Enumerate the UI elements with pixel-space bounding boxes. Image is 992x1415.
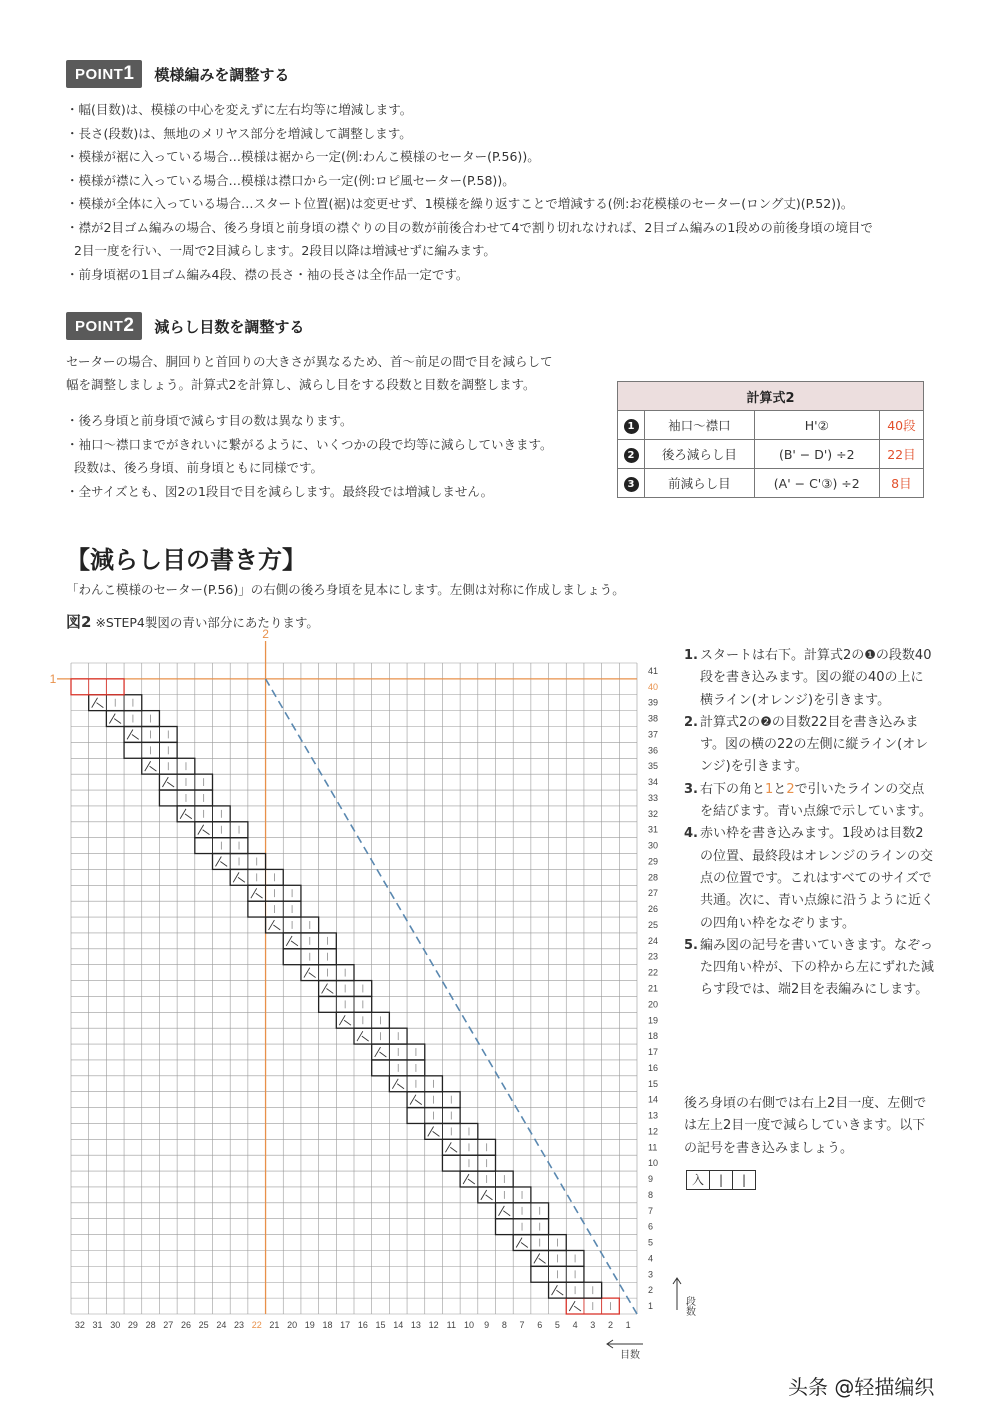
- col-label: 17: [340, 1320, 351, 1330]
- row-label: 41: [648, 665, 659, 676]
- formula-expr: (B' − D') ÷2: [754, 440, 879, 469]
- formula-label: 袖口〜襟口: [645, 411, 755, 440]
- col-label: 24: [216, 1320, 227, 1330]
- k2tog-mark: [180, 809, 192, 819]
- k2tog-mark: [392, 1079, 404, 1089]
- row-label: 19: [648, 1015, 659, 1026]
- row-label: 30: [648, 840, 659, 851]
- symbol-note: 後ろ身頃の右側では右上2目一度、左側では左上2目一度で減らしていきます。以下の記号を書き込みましょう。: [684, 1096, 927, 1156]
- row-label: 22: [648, 967, 659, 978]
- formula-expr: (A' − C'③) ÷2: [754, 469, 879, 498]
- row-label: 13: [648, 1110, 659, 1121]
- watermark: 头条 @轻描编织: [788, 1375, 935, 1399]
- point1-bullet: 2目一度を行い、一周で2目減らします。2段目以降は増減せずに編みます。: [74, 243, 496, 258]
- k2tog-mark: [357, 1031, 369, 1041]
- k2tog-mark: [569, 1301, 581, 1311]
- k2tog-mark: [375, 1047, 387, 1057]
- k2tog-mark: [269, 920, 281, 930]
- row-label: 11: [648, 1142, 658, 1153]
- col-label: 18: [322, 1320, 333, 1330]
- row-label: 32: [648, 808, 659, 819]
- formula-table-title: 計算式2: [618, 382, 924, 411]
- knit-symbol: |: [710, 1171, 733, 1189]
- row-label: 4: [648, 1253, 654, 1264]
- k2tog-mark: [481, 1190, 493, 1200]
- col-axis-label: 目数: [620, 1350, 640, 1361]
- k2tog-mark: [198, 825, 210, 835]
- k2tog-mark: [322, 984, 334, 994]
- k2tog-mark: [145, 761, 157, 771]
- row-label: 2: [648, 1285, 654, 1296]
- col-label: 8: [501, 1320, 507, 1330]
- row-label: 8: [648, 1189, 654, 1200]
- row-label: 5: [648, 1237, 654, 1248]
- section-title: 【減らし目の書き方】: [66, 546, 306, 574]
- row-label: 24: [648, 935, 659, 946]
- col-label: 28: [145, 1320, 156, 1330]
- col-label: 23: [234, 1320, 245, 1330]
- k2tog-mark: [516, 1238, 528, 1248]
- row-label: 3: [648, 1269, 654, 1280]
- row-label: 10: [648, 1158, 659, 1169]
- formula-expr: H'②: [754, 411, 879, 440]
- col-label: 14: [393, 1320, 404, 1330]
- point1-bullet: ・前身頃裾の1目ゴム編み4段、襟の長さ・袖の長さは全作品一定です。: [66, 266, 469, 282]
- row-label: 33: [648, 792, 659, 803]
- step-item: 3. 右下の角と1と2で引いたラインの交点を結びます。青い点線で示しています。: [684, 781, 932, 820]
- red-frame-box: [71, 679, 124, 695]
- col-label: 30: [110, 1320, 121, 1330]
- row-axis-label: 段数: [683, 1296, 695, 1316]
- col-label: 25: [198, 1320, 209, 1330]
- k2tog-mark: [339, 1015, 351, 1025]
- point2-badge: POINT2: [66, 312, 142, 340]
- row-label: 26: [648, 904, 659, 915]
- point2-bullet: ・全サイズとも、図2の1段目で目を減らします。最終段では増減しません。: [66, 483, 494, 499]
- row-label: 40: [648, 681, 659, 692]
- col-label: 11: [446, 1320, 456, 1330]
- step-item: 2. 計算式2の❷の目数22目を書き込みます。図の横の22の左側に縦ライン(オレンジ)を引きます。: [684, 714, 929, 775]
- col-label: 10: [463, 1320, 474, 1330]
- row-label: 21: [648, 983, 659, 994]
- k2tog-mark: [92, 698, 104, 708]
- formula-label: 前減らし目: [645, 469, 755, 498]
- col-label: 32: [74, 1320, 85, 1330]
- formula-result: 22目: [879, 440, 923, 469]
- point2-bullet: 段数は、後ろ身頃、前身頃ともに同様です。: [74, 460, 324, 475]
- section-subtitle: 「わんこ模様のセーター(P.56)」の右側の後ろ身頃を見本にします。左側は対称に作成しましょう。: [66, 582, 625, 597]
- k2tog-mark: [286, 936, 298, 946]
- row-label: 27: [648, 888, 659, 899]
- row-label: 18: [648, 1031, 659, 1042]
- row-label: 29: [648, 856, 659, 867]
- col-label: 3: [590, 1320, 596, 1330]
- col-label: 31: [92, 1320, 103, 1330]
- k2tog-mark: [428, 1126, 440, 1136]
- row-label: 9: [648, 1174, 654, 1185]
- row-label: 6: [648, 1221, 654, 1232]
- point1-bullet: ・模様が全体に入っている場合…スタート位置(裾)は変更せず、1模様を繰り返すことで増減する(例:お花模様のセーター(ロング丈)(P.52))。: [66, 196, 854, 211]
- row-label: 7: [648, 1205, 654, 1216]
- k2tog-mark: [304, 968, 316, 978]
- col-label: 4: [572, 1320, 578, 1330]
- row-label: 37: [648, 729, 659, 740]
- knit-symbol-legend: [686, 1170, 756, 1190]
- marker-row-label: 1: [49, 671, 57, 686]
- knit-symbol: |: [741, 1173, 747, 1187]
- k2tog-mark: [552, 1285, 564, 1295]
- col-label: 20: [287, 1320, 298, 1330]
- col-label: 26: [180, 1320, 191, 1330]
- col-label: 21: [269, 1320, 280, 1330]
- row-label: 36: [648, 745, 659, 756]
- row-label: 35: [648, 761, 659, 772]
- k2tog-symbol: 入: [687, 1171, 710, 1189]
- row-label: 1: [648, 1301, 654, 1312]
- k2tog-mark: [109, 714, 121, 724]
- col-label: 7: [519, 1320, 525, 1330]
- marker-col-label: 2: [262, 627, 269, 641]
- row-label: 34: [648, 777, 659, 788]
- row-label: 17: [648, 1047, 659, 1058]
- point2-intro-1: セーターの場合、胴回りと首回りの大きさが異なるため、首〜前足の間で目を減らして: [66, 354, 553, 369]
- circle-number-icon: 3: [624, 477, 639, 492]
- step-item: 4. 赤い枠を書き込みます。1段めは目数2の位置、最終段はオレンジのラインの交点の位置です。これはすべてのサイズで共通。次に、青い点線に沿うように近くの四角い枠をなぞります。: [684, 826, 935, 931]
- col-label: 27: [163, 1320, 174, 1330]
- col-label: 16: [357, 1320, 368, 1330]
- col-label: 2: [607, 1320, 613, 1330]
- row-label: 16: [648, 1062, 659, 1073]
- up-arrow-icon: [673, 1278, 681, 1310]
- col-label: 22: [251, 1320, 262, 1330]
- k2tog-mark: [534, 1253, 546, 1263]
- k2tog-mark: [162, 777, 174, 787]
- point1-bullet: ・模様が裾に入っている場合…模様は裾から一定(例:わんこ模様のセーター(P.56))。: [66, 149, 540, 164]
- circle-number-icon: 1: [624, 419, 639, 434]
- point2-title: 減らし目数を調整する: [154, 317, 305, 336]
- col-label: 5: [554, 1320, 560, 1330]
- figure-note: ※STEP4製図の青い部分にあたります。: [95, 615, 319, 630]
- col-label: 6: [537, 1320, 543, 1330]
- point2-bullet: ・袖口〜襟口までがきれいに繋がるように、いくつかの段で均等に減らしていきます。: [66, 436, 553, 452]
- point2-bullet: ・後ろ身頃と前身頃で減らす目の数は異なります。: [66, 413, 353, 428]
- row-label: 31: [648, 824, 659, 835]
- col-label: 29: [127, 1320, 138, 1330]
- formula-label: 後ろ減らし目: [645, 440, 755, 469]
- step-item: 5. 編み図の記号を書いていきます。なぞった四角い枠が、下の枠から左にずれた減らす段では、端2目を表編みにします。: [684, 937, 935, 998]
- k2tog-mark: [127, 730, 139, 740]
- point1-bullet: ・模様が襟に入っている場合…模様は襟口から一定(例:ロピ風セーター(P.58))。: [66, 172, 515, 188]
- row-label: 28: [648, 872, 659, 883]
- point1-bullet: ・幅(目数)は、模様の中心を変えずに左右均等に増減します。: [66, 102, 413, 117]
- k2tog-mark: [445, 1142, 457, 1152]
- col-label: 12: [428, 1320, 439, 1330]
- k2tog-mark: [251, 888, 263, 898]
- col-label: 15: [375, 1320, 386, 1330]
- col-label: 1: [625, 1320, 631, 1330]
- point2-intro-2: 幅を調整しましょう。計算式2を計算し、減らし目をする段数と目数を調整します。: [66, 377, 536, 392]
- circle-number-icon: 2: [624, 448, 639, 463]
- row-label: 25: [648, 919, 659, 930]
- k2tog-mark: [216, 857, 228, 867]
- k2tog-mark: [463, 1174, 475, 1184]
- point1-title: 模様編みを調整する: [154, 65, 290, 84]
- point1-badge: POINT1: [66, 60, 142, 88]
- row-label: 15: [648, 1078, 659, 1089]
- formula-result: 40段: [879, 411, 923, 440]
- row-label: 12: [648, 1126, 659, 1137]
- col-label: 13: [410, 1320, 421, 1330]
- k2tog-mark: [410, 1095, 422, 1105]
- point1-bullet: ・襟が2目ゴム編みの場合、後ろ身頃と前身頃の襟ぐりの目の数が前後合わせて4で割り切れなければ、2目ゴム編みの1段めの前後身頃の境目で: [66, 219, 873, 235]
- col-label: 19: [304, 1320, 315, 1330]
- formula-result: 8目: [879, 469, 923, 498]
- row-label: 20: [648, 999, 659, 1010]
- row-label: 38: [648, 713, 659, 724]
- row-label: 14: [648, 1094, 659, 1105]
- point1-bullet: ・長さ(段数)は、無地のメリヤス部分を増減して調整します。: [66, 125, 412, 141]
- steps-list: [684, 645, 934, 1002]
- k2tog-mark: [499, 1206, 511, 1216]
- row-label: 39: [648, 697, 659, 708]
- figure-number: 図2: [66, 613, 92, 631]
- left-arrow-icon: [607, 1340, 643, 1348]
- row-label: 23: [648, 951, 659, 962]
- k2tog-mark: [233, 872, 245, 882]
- step-item: 1. スタートは右下。計算式2の❶の段数40段を書き込みます。図の縦の40の上に横ライン(オレンジ)を引きます。: [684, 648, 932, 708]
- col-label: 9: [484, 1320, 490, 1330]
